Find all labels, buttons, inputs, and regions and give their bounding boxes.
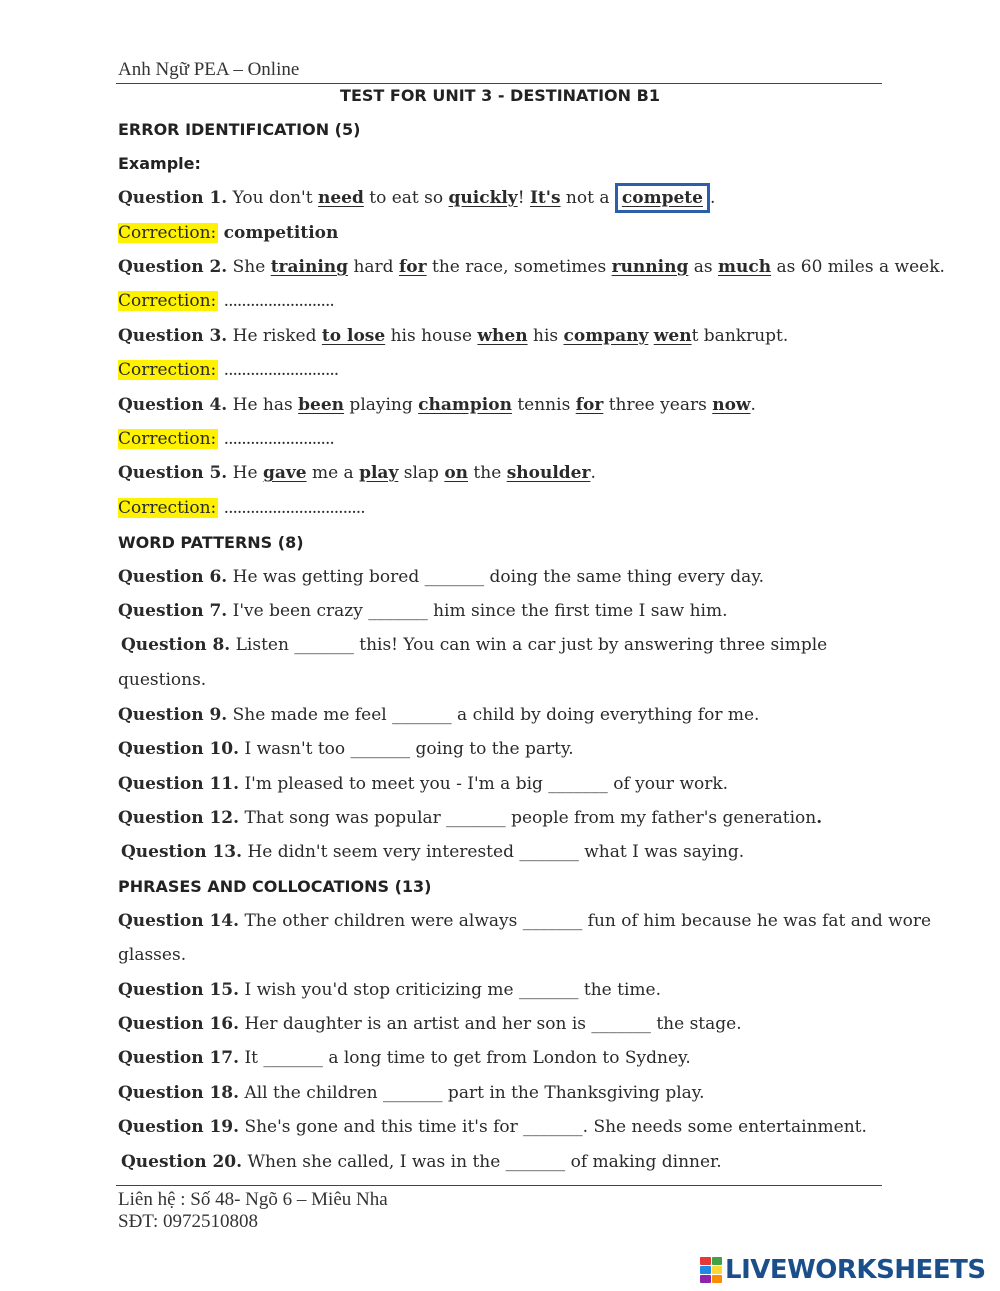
question-label: Question 9. — [118, 705, 228, 725]
correction-label: Correction: — [118, 360, 217, 380]
question-text: He — [227, 463, 263, 483]
question-text: me a — [306, 463, 360, 483]
question-text: That song was popular _______ people from my father's generation — [239, 808, 817, 828]
question-text: three years — [603, 395, 713, 415]
section-error-identification: ERROR IDENTIFICATION (5) — [118, 120, 361, 139]
correction-row-4 — [118, 428, 334, 450]
question-3 — [118, 325, 788, 347]
error-option[interactable]: on — [444, 463, 469, 483]
correction-label: Correction: — [118, 291, 217, 311]
question-text: not a — [560, 188, 615, 208]
question-text: He risked — [227, 326, 322, 346]
question-11[interactable] — [118, 773, 728, 795]
logo-block — [700, 1266, 711, 1274]
correction-input[interactable]: .......................... — [223, 360, 339, 380]
question-label: Question 17. — [118, 1048, 240, 1068]
question-text: You don't — [227, 188, 318, 208]
question-text: All the children _______ part in the Thanksgiving play. — [239, 1083, 705, 1103]
question-10[interactable] — [118, 738, 574, 760]
error-option[interactable]: for — [398, 257, 427, 277]
error-option[interactable]: shoulder — [506, 463, 591, 483]
question-text: The other children were always _______ fun of him because he was fat and wore — [239, 911, 932, 931]
question-text: . — [590, 463, 596, 483]
underlined-word: need — [317, 188, 364, 208]
question-text: He has — [227, 395, 299, 415]
question-text: I've been crazy _______ him since the first time I saw him. — [227, 601, 728, 621]
question-text: . — [709, 188, 716, 208]
header-brand: Anh Ngữ PEA – Online — [118, 59, 300, 80]
error-option[interactable]: much — [718, 257, 772, 277]
error-option[interactable]: when — [477, 326, 528, 346]
question-text: his house — [385, 326, 478, 346]
logo-block — [712, 1257, 723, 1265]
correction-answer: competition — [223, 223, 339, 243]
question-label: Question 18. — [118, 1083, 240, 1103]
correction-label: Correction: — [118, 223, 217, 243]
example-label: Example: — [118, 154, 201, 173]
error-option[interactable]: now — [712, 395, 751, 415]
question-label: Question 5. — [118, 463, 228, 483]
correction-row-3 — [118, 359, 338, 381]
question-text: Her daughter is an artist and her son is _______ the stage. — [239, 1014, 742, 1034]
correction-input[interactable]: ......................... — [223, 291, 334, 311]
question-label: Question 20. — [121, 1152, 243, 1172]
question-text: his — [527, 326, 564, 346]
question-17[interactable] — [118, 1047, 691, 1069]
logo-text: LIVEWORKSHEETS — [725, 1255, 986, 1285]
correction-row-2 — [118, 290, 334, 312]
question-label: Question 11. — [118, 774, 240, 794]
question-5 — [118, 462, 596, 484]
question-label: Question 19. — [118, 1117, 240, 1137]
selected-error-word[interactable]: compete — [615, 183, 710, 213]
error-option[interactable]: gave — [262, 463, 307, 483]
logo-block — [700, 1257, 711, 1265]
question-text: as 60 miles a week. — [771, 257, 945, 277]
question-label: Question 13. — [121, 842, 243, 862]
correction-label: Correction: — [118, 498, 217, 518]
correction-label: Correction: — [118, 429, 217, 449]
question-label: Question 15. — [118, 980, 240, 1000]
error-option[interactable]: for — [575, 395, 604, 415]
question-end: . — [816, 808, 823, 828]
correction-row-1 — [118, 222, 338, 244]
question-text: to eat so — [363, 188, 449, 208]
question-text: as — [688, 257, 719, 277]
question-text: . — [750, 395, 756, 415]
question-18[interactable] — [118, 1082, 705, 1104]
question-text: the race, sometimes — [426, 257, 612, 277]
footer-divider — [116, 1185, 882, 1186]
error-option[interactable]: company — [563, 326, 649, 346]
question-text: hard — [348, 257, 399, 277]
question-label: Question 7. — [118, 601, 228, 621]
question-label: Question 4. — [118, 395, 228, 415]
question-7[interactable] — [118, 600, 727, 622]
error-option[interactable]: play — [359, 463, 399, 483]
footer-address: Liên hệ : Số 48- Ngõ 6 – Miêu Nha — [118, 1189, 388, 1210]
question-text: t bankrupt. — [691, 326, 789, 346]
correction-input[interactable]: ................................ — [223, 498, 365, 518]
correction-row-5 — [118, 497, 365, 519]
error-option[interactable]: been — [298, 395, 345, 415]
question-label: Question 6. — [118, 567, 228, 587]
question-19[interactable] — [118, 1116, 867, 1138]
question-text: Listen _______ this! You can win a car just by answering three simple — [230, 635, 828, 655]
question-20[interactable] — [121, 1151, 722, 1173]
question-label: Question 16. — [118, 1014, 240, 1034]
logo-block — [700, 1275, 711, 1283]
footer-phone: SĐT: 0972510808 — [118, 1211, 258, 1232]
question-text: He was getting bored _______ doing the same thing every day. — [227, 567, 765, 587]
question-4 — [118, 394, 756, 416]
logo-block — [712, 1266, 723, 1274]
question-text: When she called, I was in the _______ of making dinner. — [242, 1152, 722, 1172]
question-label: Question 8. — [121, 635, 231, 655]
correction-input[interactable]: ......................... — [223, 429, 334, 449]
question-16[interactable] — [118, 1013, 742, 1035]
header-divider — [116, 83, 882, 84]
section-phrases-collocations: PHRASES AND COLLOCATIONS (13) — [118, 877, 432, 896]
question-15[interactable] — [118, 979, 661, 1001]
question-text: He didn't seem very interested _______ what I was saying. — [242, 842, 745, 862]
liveworksheets-logo[interactable] — [700, 1255, 986, 1285]
error-option[interactable]: wen — [653, 326, 692, 346]
error-option[interactable]: to lose — [321, 326, 386, 346]
question-text: It _______ a long time to get from London to Sydney. — [239, 1048, 691, 1068]
question-8-continued: questions. — [118, 670, 207, 690]
question-text: slap — [398, 463, 445, 483]
question-text: ! — [517, 188, 530, 208]
question-label: Question 12. — [118, 808, 240, 828]
question-text: I'm pleased to meet you - I'm a big _______ of your work. — [239, 774, 729, 794]
question-1 — [118, 187, 715, 213]
underlined-word: quickly — [448, 188, 518, 208]
error-option[interactable]: running — [611, 257, 689, 277]
question-12[interactable] — [118, 807, 822, 829]
question-13[interactable] — [121, 841, 744, 863]
error-option[interactable]: champion — [418, 395, 512, 415]
question-8[interactable] — [121, 634, 827, 656]
question-label: Question 3. — [118, 326, 228, 346]
question-text: I wasn't too _______ going to the party. — [239, 739, 574, 759]
question-14-continued: glasses. — [118, 945, 187, 965]
question-text: I wish you'd stop criticizing me _______ the time. — [239, 980, 661, 1000]
footer — [118, 1189, 388, 1233]
liveworksheets-logo-icon — [700, 1257, 722, 1283]
question-9[interactable] — [118, 704, 759, 726]
question-text: She — [227, 257, 271, 277]
question-text: playing — [344, 395, 419, 415]
question-6[interactable] — [118, 566, 764, 588]
logo-block — [712, 1275, 723, 1283]
question-2 — [118, 256, 945, 278]
question-label: Question 14. — [118, 911, 240, 931]
question-label: Question 1. — [118, 188, 228, 208]
section-word-patterns: WORD PATTERNS (8) — [118, 533, 304, 552]
error-option[interactable]: training — [270, 257, 349, 277]
question-text: tennis — [511, 395, 576, 415]
question-14[interactable] — [118, 910, 931, 932]
question-label: Question 2. — [118, 257, 228, 277]
question-text: She's gone and this time it's for _______. She needs some entertainment. — [239, 1117, 867, 1137]
question-text: She made me feel _______ a child by doing everything for me. — [227, 705, 760, 725]
question-text: the — [468, 463, 507, 483]
underlined-word: It's — [529, 188, 561, 208]
page-title: TEST FOR UNIT 3 - DESTINATION B1 — [340, 86, 660, 105]
question-label: Question 10. — [118, 739, 240, 759]
